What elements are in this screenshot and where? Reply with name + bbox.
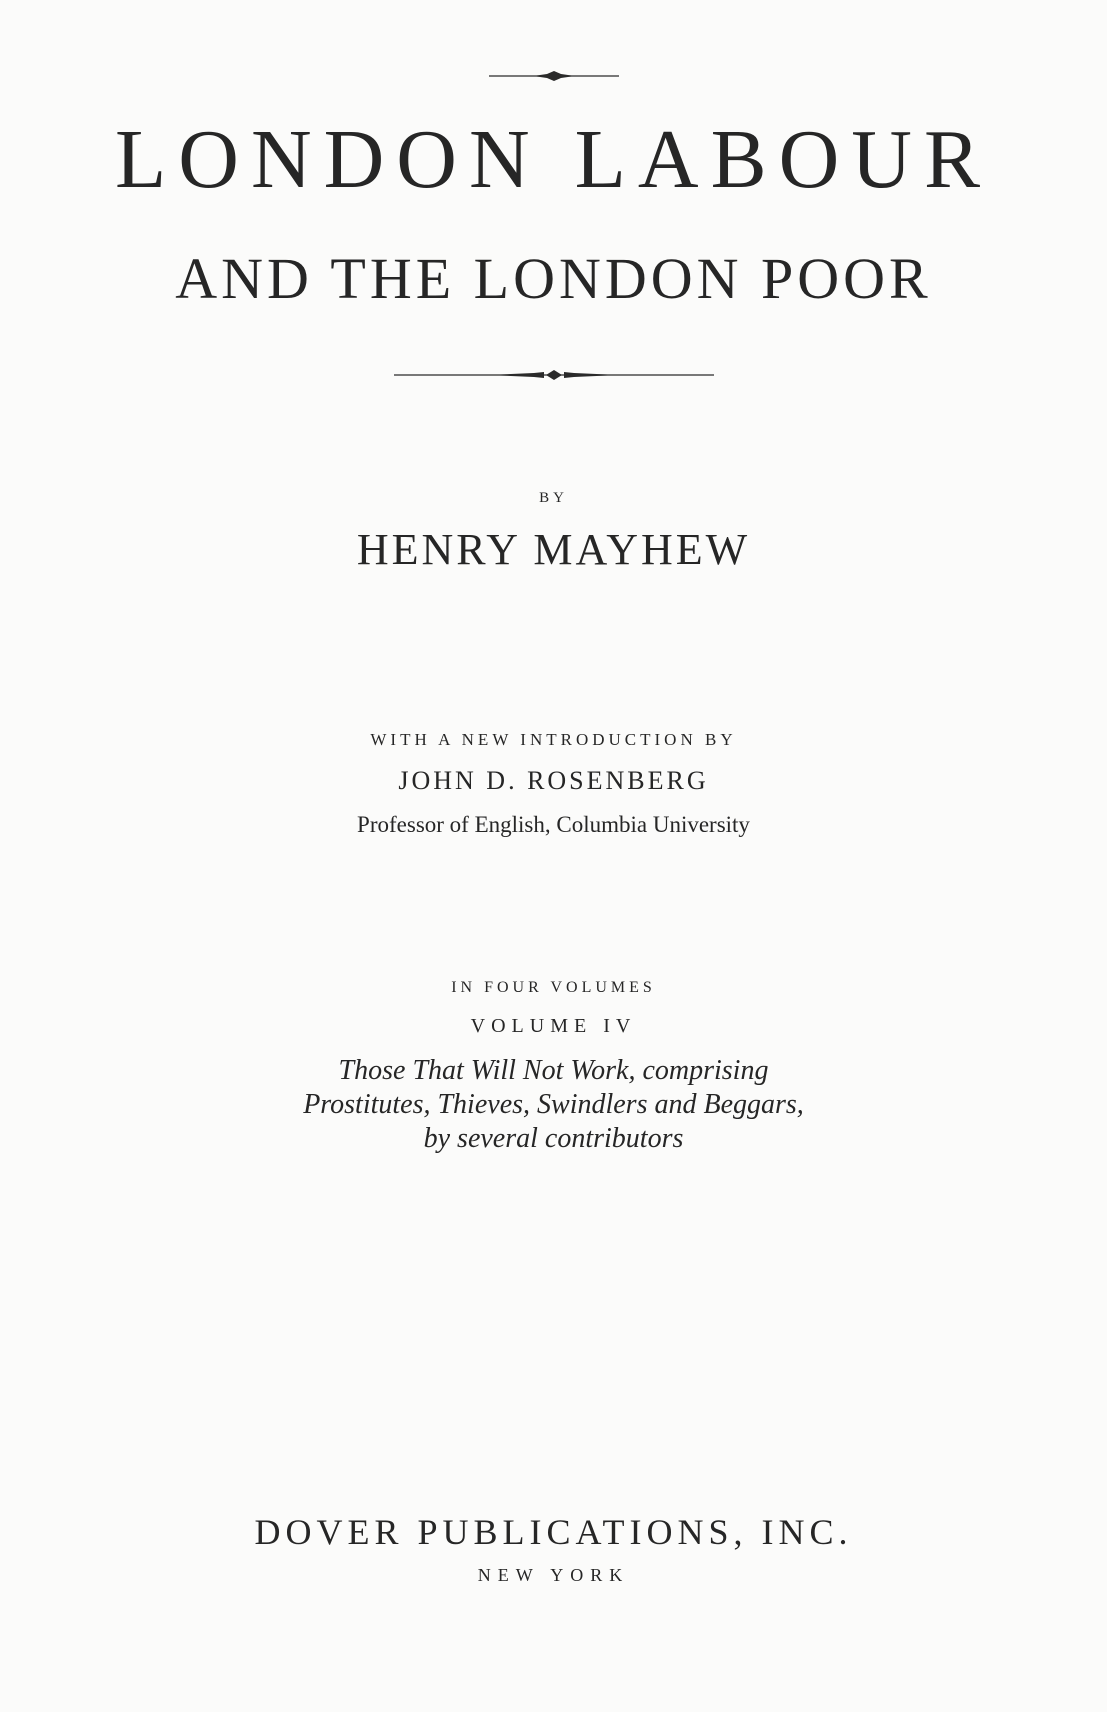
- volume-set-label: IN FOUR VOLUMES: [451, 979, 656, 996]
- introducer-name: JOHN D. ROSENBERG: [398, 766, 709, 795]
- introducer-affiliation: Professor of English, Columbia University: [357, 812, 750, 837]
- volume-number: VOLUME IV: [470, 1015, 637, 1037]
- ornamental-rule-icon: [394, 368, 714, 382]
- description-line: Prostitutes, Thieves, Swindlers and Beggars,: [303, 1089, 804, 1120]
- publisher-name: DOVER PUBLICATIONS, INC.: [254, 1512, 853, 1552]
- by-label: BY: [539, 490, 568, 506]
- middle-ornament: [0, 368, 1107, 382]
- description-line: by several contributors: [423, 1123, 684, 1154]
- description-line: Those That Will Not Work, comprising: [338, 1055, 769, 1086]
- volume-description: [0, 1054, 1107, 1156]
- top-ornament: [0, 70, 1107, 82]
- author-name: HENRY MAYHEW: [356, 525, 751, 574]
- introduction-label: WITH A NEW INTRODUCTION BY: [370, 730, 737, 749]
- book-title: LONDON LABOUR: [115, 113, 992, 206]
- diamond-rule-icon: [489, 70, 619, 82]
- book-subtitle: AND THE LONDON POOR: [175, 246, 932, 311]
- publisher-city: NEW YORK: [477, 1565, 630, 1585]
